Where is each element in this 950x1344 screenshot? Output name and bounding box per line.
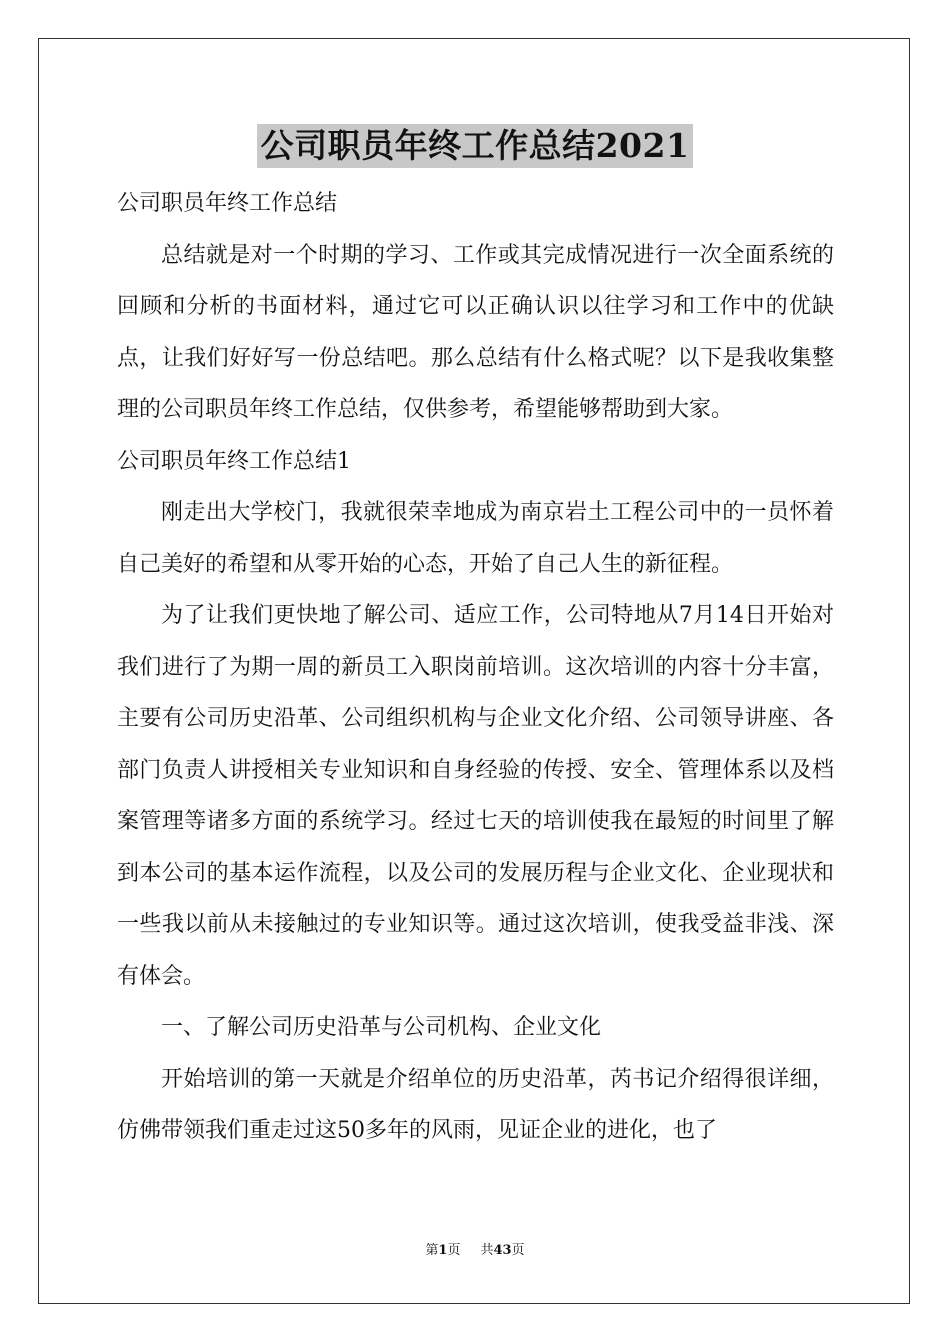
page-prefix: 第 — [425, 1243, 439, 1258]
title-container — [0, 124, 950, 168]
document-body — [117, 178, 834, 1157]
section-heading: 公司职员年终工作总结1 — [117, 448, 351, 474]
current-page-number: 1 — [438, 1243, 448, 1258]
page-footer — [0, 1242, 950, 1260]
total-page-count: 43 — [493, 1243, 512, 1258]
total-suffix: 页 — [511, 1243, 525, 1258]
section-heading: 公司职员年终工作总结 — [117, 191, 338, 216]
page-suffix: 页 — [447, 1243, 461, 1258]
body-paragraph: 开始培训的第一天就是介绍单位的历史沿革，芮书记介绍得很详细，仿佛带领我们重走过这50多年的风雨，见证企业的进化，也了 — [117, 1066, 834, 1143]
total-prefix: 共 — [480, 1243, 494, 1258]
body-paragraph: 为了让我们更快地了解公司、适应工作，公司特地从7月14日开始对我们进行了为期一周的新员工入职岗前培训。这次培训的内容十分丰富，主要有公司历史沿革、公司组织机构与企业文化介绍、公司领导讲座、各部门负责人讲授相关专业知识和自身经验的传授、安全、管理体系以及档案管理等诸多方面的系统学习。经过七天的培训使我在最短的时间里了解到本公司的基本运作流程，以及公司的发展历程与企业文化、企业现状和一些我以前从未接触过的专业知识等。通过这次培训，使我受益非浅、深有体会。 — [117, 603, 834, 989]
body-paragraph: 刚走出大学校门，我就很荣幸地成为南京岩土工程公司中的一员怀着自己美好的希望和从零开始的心态，开始了自己人生的新征程。 — [117, 500, 834, 577]
body-paragraph: 总结就是对一个时期的学习、工作或其完成情况进行一次全面系统的回顾和分析的书面材料，通过它可以正确认识以往学习和工作中的优缺点，让我们好好写一份总结吧。那么总结有什么格式呢？以下是我收集整理的公司职员年终工作总结，仅供参考，希望能够帮助到大家。 — [117, 242, 834, 422]
document-title: 公司职员年终工作总结2021 — [257, 124, 694, 168]
subsection-heading: 一、了解公司历史沿革与公司机构、企业文化 — [161, 1015, 602, 1040]
